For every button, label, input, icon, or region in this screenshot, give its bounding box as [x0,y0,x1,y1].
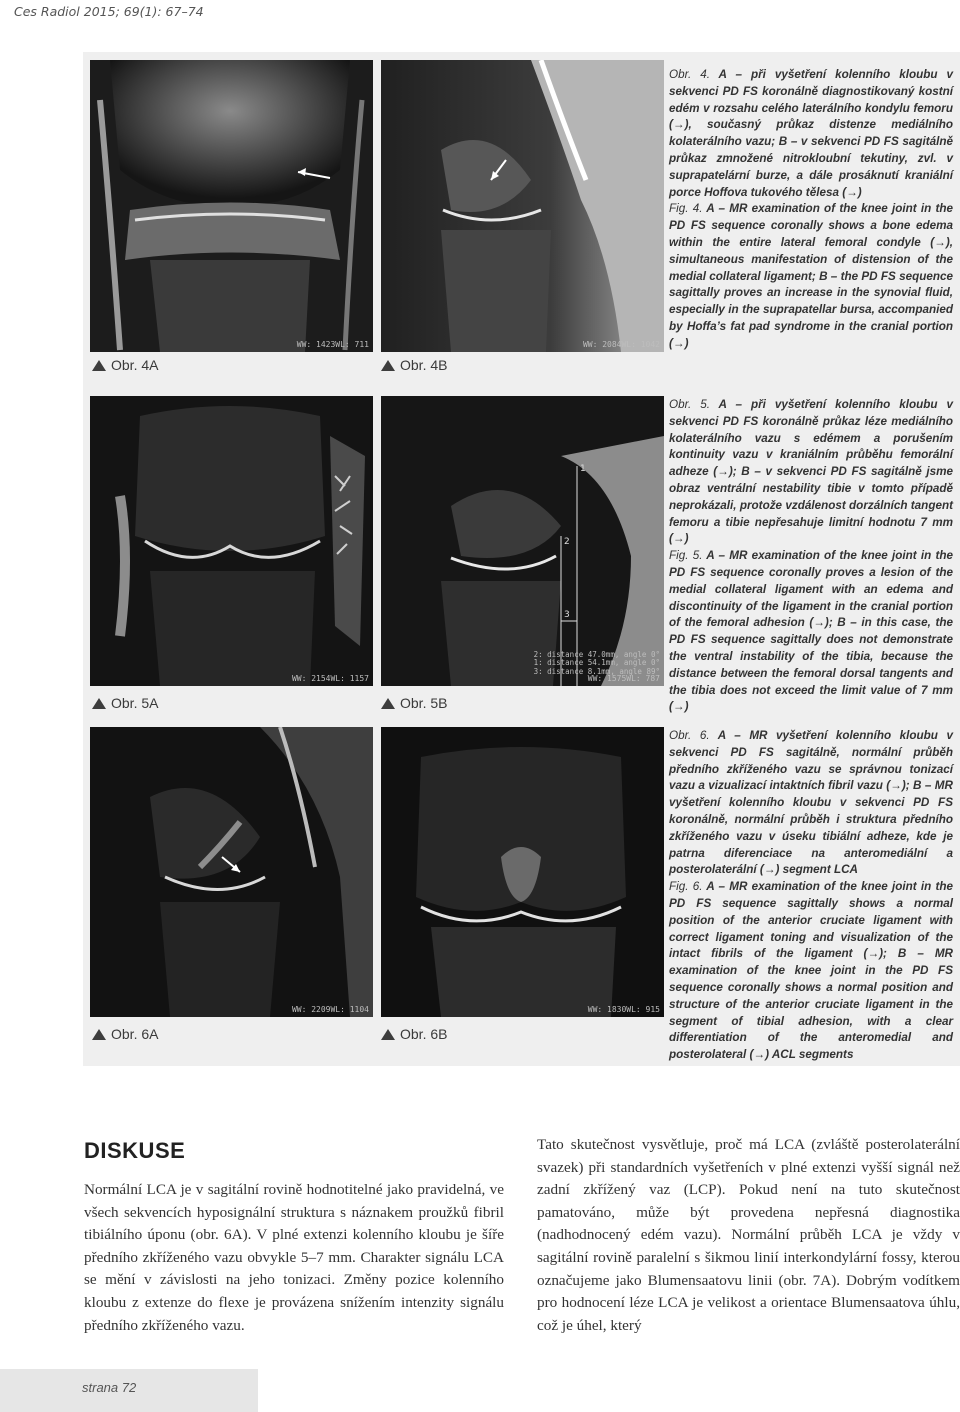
body-column-left: Normální LCA je v sagitální rovině hodnotitelné jako pravidelná, ve všech sekvencích hyposignální struktura s náznakem proužků fibril tibiálního úponu (obr. 6A). V plné extenzi kolenního kloubu je šíře předního zkříženého vazu obvykle 5–7 mm. Charakter signálu LCA se mění v závislosti na jeho tonizaci. Změny pozice kolenního kloubu z extenze do flexe je provázena snížením intenzity signálu předního zkříženého vazu. [84,1181,504,1334]
caption-label-en: Fig. 5. [669,549,703,563]
caption-text-cz: A – při vyšetření kolenního kloubu v sekvenci PD FS koronálně diagnostikovaný kostní edém v rozsahu celého laterálního kondylu femoru (→), současný průkaz distenze mediálního kolaterálního vazu; B – v sekvenci PD FS sagitálně průkaz zmnožené nitrokloubní tekutiny, zvl. v suprapatelární burze, a dále prosáknutí kraniální porce Hoffova tukového tělesa (→) [669,68,953,199]
marker-3: 3 [564,610,570,620]
mri-image-4b [381,60,664,352]
window-level-readout: WW: 1575WL: 787 [587,674,660,683]
figure-label-4b [381,357,447,373]
mri-image-4a [90,60,373,352]
triangle-up-icon [381,1029,395,1040]
caption-fig6 [669,728,953,1064]
window-level-readout: WW: 2209WL: 1104 [291,1005,369,1014]
caption-text-cz: A – MR vyšetření kolenního kloubu v sekvenci PD FS sagitálně, normální průběh předního zkříženého vazu se správnou tonizací vazu a vizualizací intaktních fibril vazu (→); B – MR vyšetření kolenního kloubu v sekvenci PD FS koronálně, normální průběh i struktura předního zkříženého vazu v úseku tibiální adheze, kde je patrna diferenciace na anteromediální a posterolaterální (→) segment LCA [669,729,953,877]
mri-coronal-knee-graphic [90,60,373,352]
window-level-readout: WW: 2084WL: 1042 [582,340,660,349]
section-heading: DISKUSE [84,1138,186,1163]
figure-label-4a [92,357,158,373]
figure-label-6b [381,1026,447,1042]
triangle-up-icon [92,698,106,709]
caption-label-en: Fig. 4. [669,202,703,216]
journal-citation: Ces Radiol 2015; 69(1): 67–74 [14,4,204,19]
measurement-line: 2: distance 47.0mm, angle 0° [533,649,660,659]
mri-coronal-knee-graphic [90,396,373,686]
caption-fig5 [669,397,953,716]
figure-label-text: Obr. 4A [111,357,159,373]
caption-label-cz: Obr. 4. [669,68,710,81]
page-footer [0,1369,258,1412]
figure-label-text: Obr. 6B [400,1026,448,1042]
caption-text-en: A – MR examination of the knee joint in the PD FS sequence coronally proves a lesion of the medial collateral ligament with an edema and discontinuity of the ligament in the cranial portion of the femoral adhesion (→); B – in this case, the PD FS sequence sagittally does not demonstrate the ventral instability of the tibia, because the distance between the femoral dorsal tangents and the tibia does not exceed the limit value of 7 mm (→) [669,549,953,714]
figure-label-5b [381,695,447,711]
figure-label-5a [92,695,158,711]
mri-sagittal-knee-graphic [90,727,373,1017]
window-level-readout: WW: 1830WL: 915 [587,1005,660,1014]
triangle-up-icon [92,360,106,371]
mri-image-5a [90,396,373,686]
caption-label-en: Fig. 6. [669,880,703,894]
measurement-line: 3: distance 8.1mm, angle 89° [533,666,660,676]
window-level-readout: WW: 1423WL: 711 [296,340,369,349]
caption-text-en: A – MR examination of the knee joint in the PD FS sequence coronally shows a bone edema within the entire lateral femoral condyle (→), simultaneous manifestation of distension of the medial collateral ligament; B – the PD FS sequence sagittally proves an increase in the synovial fluid, especially in the suprapatellar bursa, accompanied by Hoffa’s fat pad syndrome in the cranial portion (→) [669,202,953,350]
triangle-up-icon [381,698,395,709]
caption-label-cz: Obr. 6. [669,729,710,742]
body-column-right: Tato skutečnost vysvětluje, proč má LCA (zvláště posterolaterální svazek) při standardních vyšetřeních v plné extenzi vyšší signál než zadní zkřížený vaz (LCP). Pokud není na tuto skutečnost pamatováno, může být provedena nepřesná diagnostika (nadhodnocený edém vazu). Normální průběh LCA je vždy v sagitální rovině paralelní s šikmou linií interkondylární fossy, kterou označujeme jako Blumensaatovu linii (obr. 7A). Dobrým vodítkem pro hodnocení léze LCA je velikost a orientace Blumensaatova úhlu, což je úhel, který [537,1136,960,1334]
page-number: strana 72 [82,1380,137,1395]
triangle-up-icon [381,360,395,371]
figure-label-text: Obr. 5B [400,695,448,711]
window-level-readout: WW: 2154WL: 1157 [291,674,369,683]
triangle-up-icon [92,1029,106,1040]
caption-text-cz: A – při vyšetření kolenního kloubu v sekvenci PD FS koronálně průkaz léze mediálního kolaterálního vazu s edémem a porušením kontinuity vazu v kraniálním průběhu femorální adheze (→); B – v sekvenci PD FS sagitálně jsme obraz ventrální nestability tibie v tomto případě neprokázali, protože vzdálenost dorzálních tangent femoru a tibie nepřesahuje limitní hodnotu 7 mm (→) [669,398,953,546]
figure-label-text: Obr. 4B [400,357,448,373]
figure-label-text: Obr. 5A [111,695,159,711]
measurement-readout [534,651,660,676]
caption-fig4 [669,67,953,353]
mri-image-6a [90,727,373,1017]
mri-image-5b [381,396,664,686]
mri-sagittal-knee-graphic [381,396,664,686]
marker-2: 2 [564,537,570,547]
caption-text-en: A – MR examination of the knee joint in the PD FS sequence sagittally shows a normal position of the anterior cruciate ligament with correct ligament toning and visualization of the intact fibrils of the ligament (→); B – MR examination of the knee joint in the PD FS sequence coronally shows a normal position and structure of the anterior cruciate ligament in the segment of tibial adhesion, with a clear differentiation of the anteromedial and posterolateral (→) ACL segments [669,880,953,1062]
caption-label-cz: Obr. 5. [669,398,710,411]
measurement-line: 1: distance 54.1mm, angle 0° [533,658,660,668]
mri-image-6b [381,727,664,1017]
mri-sagittal-knee-graphic [381,60,664,352]
figure-label-text: Obr. 6A [111,1026,159,1042]
mri-coronal-knee-graphic [381,727,664,1017]
marker-1: 1 [580,464,586,474]
figure-label-6a [92,1026,158,1042]
